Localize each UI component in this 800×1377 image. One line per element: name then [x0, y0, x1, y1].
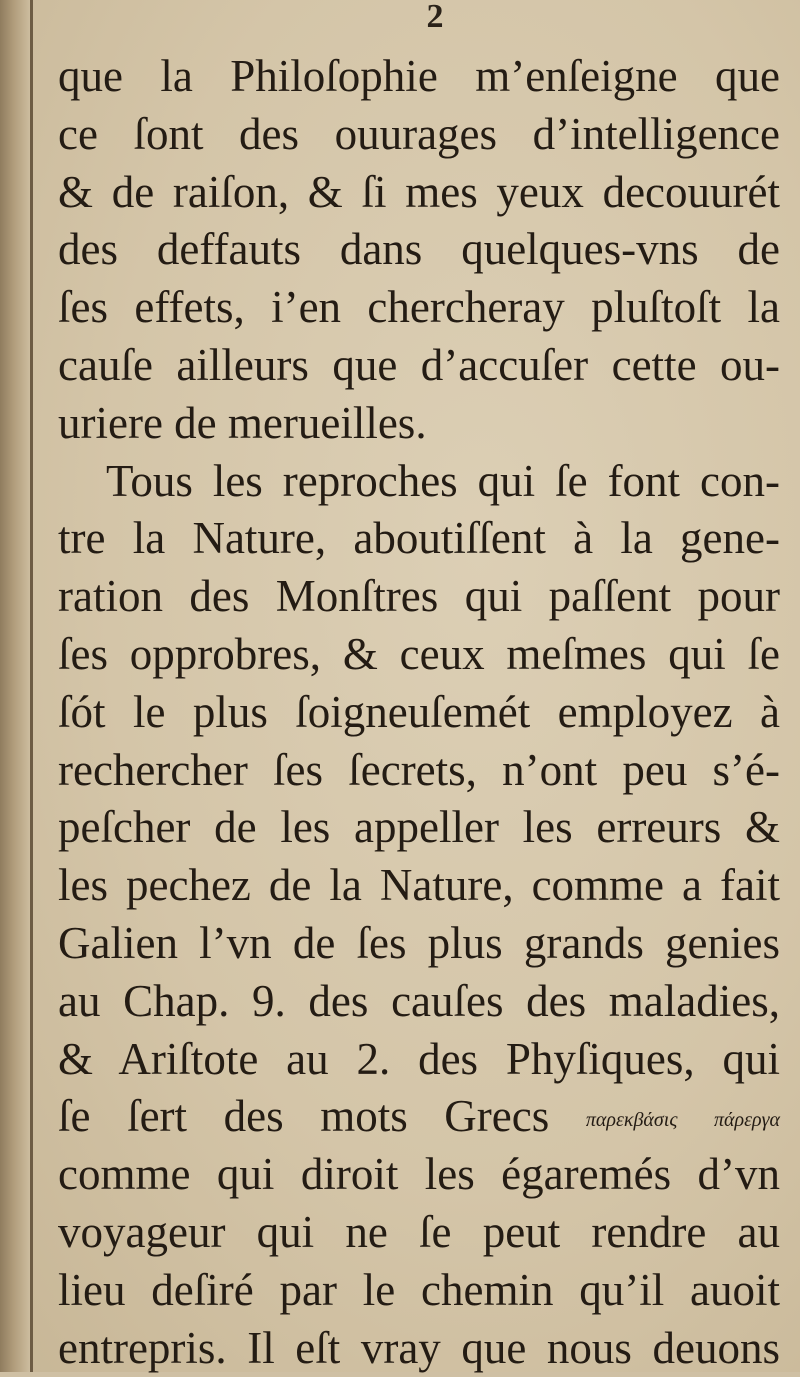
text-line: cauſe ailleurs que d’accuſer cette ou-	[58, 339, 780, 390]
text-line: ration des Monſtres qui paſſent pour	[58, 571, 780, 622]
text-line: voyageur qui ne ſe peut rendre au	[58, 1206, 780, 1257]
text-line: que la Philoſophie m’enſeigne que	[58, 51, 780, 101]
page-number: 2	[426, 0, 444, 35]
binding-gutter	[0, 0, 30, 1372]
gutter-rule	[30, 0, 33, 1372]
text-line: les pechez de la Nature, comme a fait	[58, 860, 780, 911]
text-line: des deffauts dans quelques-vns de	[58, 224, 780, 275]
text-line: peſcher de les appeller les erreurs &	[58, 802, 780, 853]
text-line-with-greek	[58, 1088, 780, 1146]
text-line: entrepris. Il eſt vray que nous deuons	[58, 1322, 780, 1373]
text-line: ce ſont des ouurages d’intelligence	[58, 108, 780, 159]
text-line: tre la Nature, aboutiſſent à la gene-	[58, 513, 780, 564]
text-line: & de raiſon, & ſi mes yeux decouurét	[58, 166, 780, 217]
text-line: & Ariſtote au 2. des Phyſiques, qui	[58, 1033, 780, 1084]
text-line: au Chap. 9. des cauſes des maladies,	[58, 975, 780, 1026]
greek-word: παρεκβάσις	[585, 1109, 678, 1132]
text-line: comme qui diroit les égaremés d’vn	[58, 1149, 780, 1200]
text-line: uriere de merueilles.	[58, 397, 427, 448]
text-line: lieu deſiré par le chemin qu’il auoit	[58, 1264, 780, 1315]
greek-word: πάρεργα	[714, 1109, 781, 1132]
line-prefix: ſe ſert des mots Grecs	[58, 1091, 550, 1142]
text-line: ſes effets, i’en chercheray pluſtoſt la	[58, 282, 780, 333]
text-line: rechercher ſes ſecrets, n’ont peu s’é-	[58, 744, 780, 795]
text-line: ſót le plus ſoigneuſemét employez à	[58, 686, 780, 737]
body-text	[58, 48, 780, 1377]
paragraph-start-line: Tous les reproches qui ſe font con-	[106, 455, 780, 506]
text-line: Galien l’vn de ſes plus grands genies	[58, 917, 780, 968]
text-line: ſes opprobres, & ceux meſmes qui ſe	[58, 628, 780, 679]
